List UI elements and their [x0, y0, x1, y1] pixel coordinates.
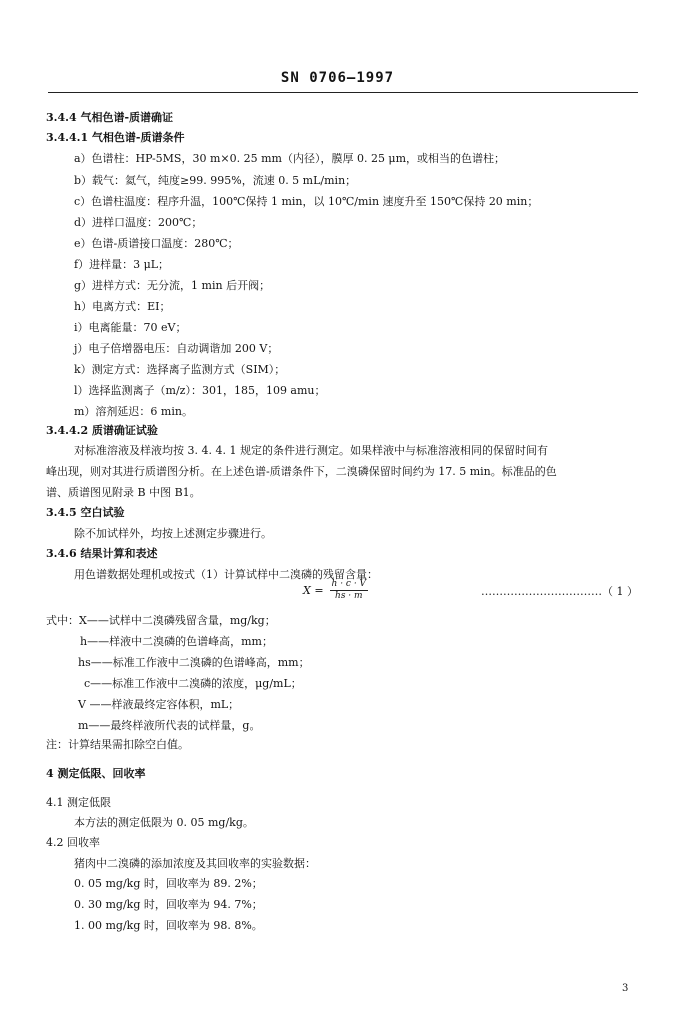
text-line: j）电子倍增器电压：自动调谐加 200 V；	[74, 342, 279, 355]
formula-fraction	[330, 579, 369, 602]
text-line: 式中：X——试样中二溴磷残留含量，mg/kg；	[46, 614, 276, 627]
text-line: g）进样方式：无分流，1 min 后开阀；	[74, 279, 271, 292]
text-line: i）电离能量：70 eV；	[74, 321, 187, 334]
text-line: 本方法的测定低限为 0. 05 mg/kg。	[74, 816, 254, 829]
text-line: 注：计算结果需扣除空白值。	[46, 738, 189, 751]
text-line: hs——标准工作液中二溴磷的色谱峰高，mm；	[78, 656, 310, 669]
text-line: b）载气：氦气，纯度≥99. 995%，流速 0. 5 mL/min；	[74, 174, 357, 187]
text-line: 4.2 回收率	[46, 836, 100, 849]
text-line: 0. 30 mg/kg 时，回收率为 94. 7%；	[74, 898, 263, 911]
formula-numerator: h · c · V	[331, 578, 367, 589]
text-line: m）溶剂延迟：6 min。	[74, 405, 193, 418]
text-line: 谱、质谱图见附录 B 中图 B1。	[46, 486, 201, 499]
formula-lhs: X =	[303, 583, 324, 597]
text-line: 3.4.6 结果计算和表述	[46, 547, 158, 560]
text-line: 3.4.4 气相色谱-质谱确证	[46, 111, 174, 124]
text-line: 3.4.5 空白试验	[46, 506, 125, 519]
text-line: 对标准溶液及样液均按 3. 4. 4. 1 规定的条件进行测定。如果样液中与标准溶液相同的保留时间有	[74, 444, 548, 457]
text-line: 3.4.4.2 质谱确证试验	[46, 424, 158, 437]
text-line: 猪肉中二溴磷的添加浓度及其回收率的实验数据：	[74, 857, 316, 870]
text-line: k）测定方式：选择离子监测方式（SIM）；	[74, 363, 286, 376]
text-line: l）选择监测离子（m/z）：301，185，109 amu；	[74, 384, 326, 397]
text-line: 4 测定低限、回收率	[46, 767, 146, 780]
text-line: c——标准工作液中二溴磷的浓度，μg/mL；	[84, 677, 302, 690]
text-line: e）色谱-质谱接口温度：280℃；	[74, 237, 239, 250]
page-number: 3	[622, 983, 629, 994]
text-line: 1. 00 mg/kg 时，回收率为 98. 8%。	[74, 919, 263, 932]
text-line: 用色谱数据处理机或按式（1）计算试样中二溴磷的残留含量：	[74, 568, 378, 581]
text-line: c）色谱柱温度：程序升温，100℃保持 1 min，以 10℃/min 速度升至 150℃保持 20 min；	[74, 195, 539, 208]
formula-1	[303, 570, 423, 610]
text-line: d）进样口温度：200℃；	[74, 216, 203, 229]
text-line: V ——样液最终定容体积，mL；	[78, 698, 240, 711]
text-line: f）进样量：3 μL；	[74, 258, 170, 271]
document-header: SN 0706—1997	[280, 70, 395, 86]
header-rule	[48, 92, 638, 93]
text-line: ……………………………（ 1 ）	[481, 585, 638, 598]
text-line: m——最终样液所代表的试样量，g。	[78, 719, 261, 732]
text-line: a）色谱柱：HP-5MS，30 m×0. 25 mm（内径），膜厚 0. 25 μm，或相当的色谱柱；	[74, 152, 506, 165]
text-line: h——样液中二溴磷的色谱峰高，mm；	[80, 635, 273, 648]
text-line: 0. 05 mg/kg 时，回收率为 89. 2%；	[74, 877, 263, 890]
text-line: h）电离方式：EI；	[74, 300, 171, 313]
text-line: 峰出现，则对其进行质谱图分析。在上述色谱-质谱条件下，二溴磷保留时间约为 17. 5 min。标准品的色	[46, 465, 557, 478]
formula-denominator: hs · m	[335, 590, 363, 601]
text-line: 除不加试样外，均按上述测定步骤进行。	[74, 527, 272, 540]
text-line: 3.4.4.1 气相色谱-质谱条件	[46, 131, 185, 144]
text-line: 4.1 测定低限	[46, 796, 111, 809]
